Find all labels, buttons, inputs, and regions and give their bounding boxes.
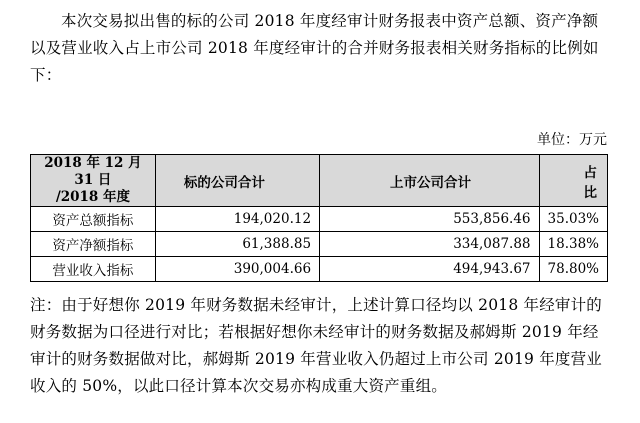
listed-value: 494,943.67 — [320, 257, 539, 282]
intro-paragraph: 本次交易拟出售的标的公司 2018 年度经审计财务报表中资产总额、资产净额以及营业收入占上市公司 2018 年度经审计的合并财务报表相关财务指标的比例如下： — [30, 12, 599, 84]
unit-label: 单位：万元 — [537, 132, 607, 148]
ratio-value: 35.03% — [539, 207, 607, 232]
ratio-value: 78.80% — [539, 257, 607, 282]
listed-value: 553,856.46 — [320, 207, 539, 232]
target-value: 194,020.12 — [155, 207, 319, 232]
row-label: 资产总额指标 — [31, 207, 156, 232]
header-date-line1: 2018 年 12 月 31 日 — [44, 155, 142, 188]
table-row — [31, 207, 608, 232]
ratio-value: 18.38% — [539, 232, 607, 257]
header-ratio: 占比 — [539, 155, 607, 207]
header-listed-company: 上市公司合计 — [320, 155, 539, 207]
target-value: 390,004.66 — [155, 257, 319, 282]
table-header-row — [31, 155, 608, 207]
table-row — [31, 257, 608, 282]
header-date — [31, 155, 156, 207]
target-value: 61,388.85 — [155, 232, 319, 257]
row-label: 资产净额指标 — [31, 232, 156, 257]
listed-value: 334,087.88 — [320, 232, 539, 257]
header-target-company: 标的公司合计 — [155, 155, 319, 207]
header-date-line2: /2018 年度 — [55, 189, 131, 205]
table-row — [31, 232, 608, 257]
financial-indicator-table — [30, 154, 608, 282]
row-label: 营业收入指标 — [31, 257, 156, 282]
note-paragraph: 注：由于好想你 2019 年财务数据未经审计，上述计算口径均以 2018 年经审计的财务数据为口径进行对比；若根据好想你未经审计的财务数据及郝姆斯 2019 年经审计的财务数据做对比，郝姆斯 2019 年营业收入仍超过上市公司 2019 年度营业收入的 50%，以此口径计算本次交易亦构成重大资产重组。 — [30, 296, 603, 395]
